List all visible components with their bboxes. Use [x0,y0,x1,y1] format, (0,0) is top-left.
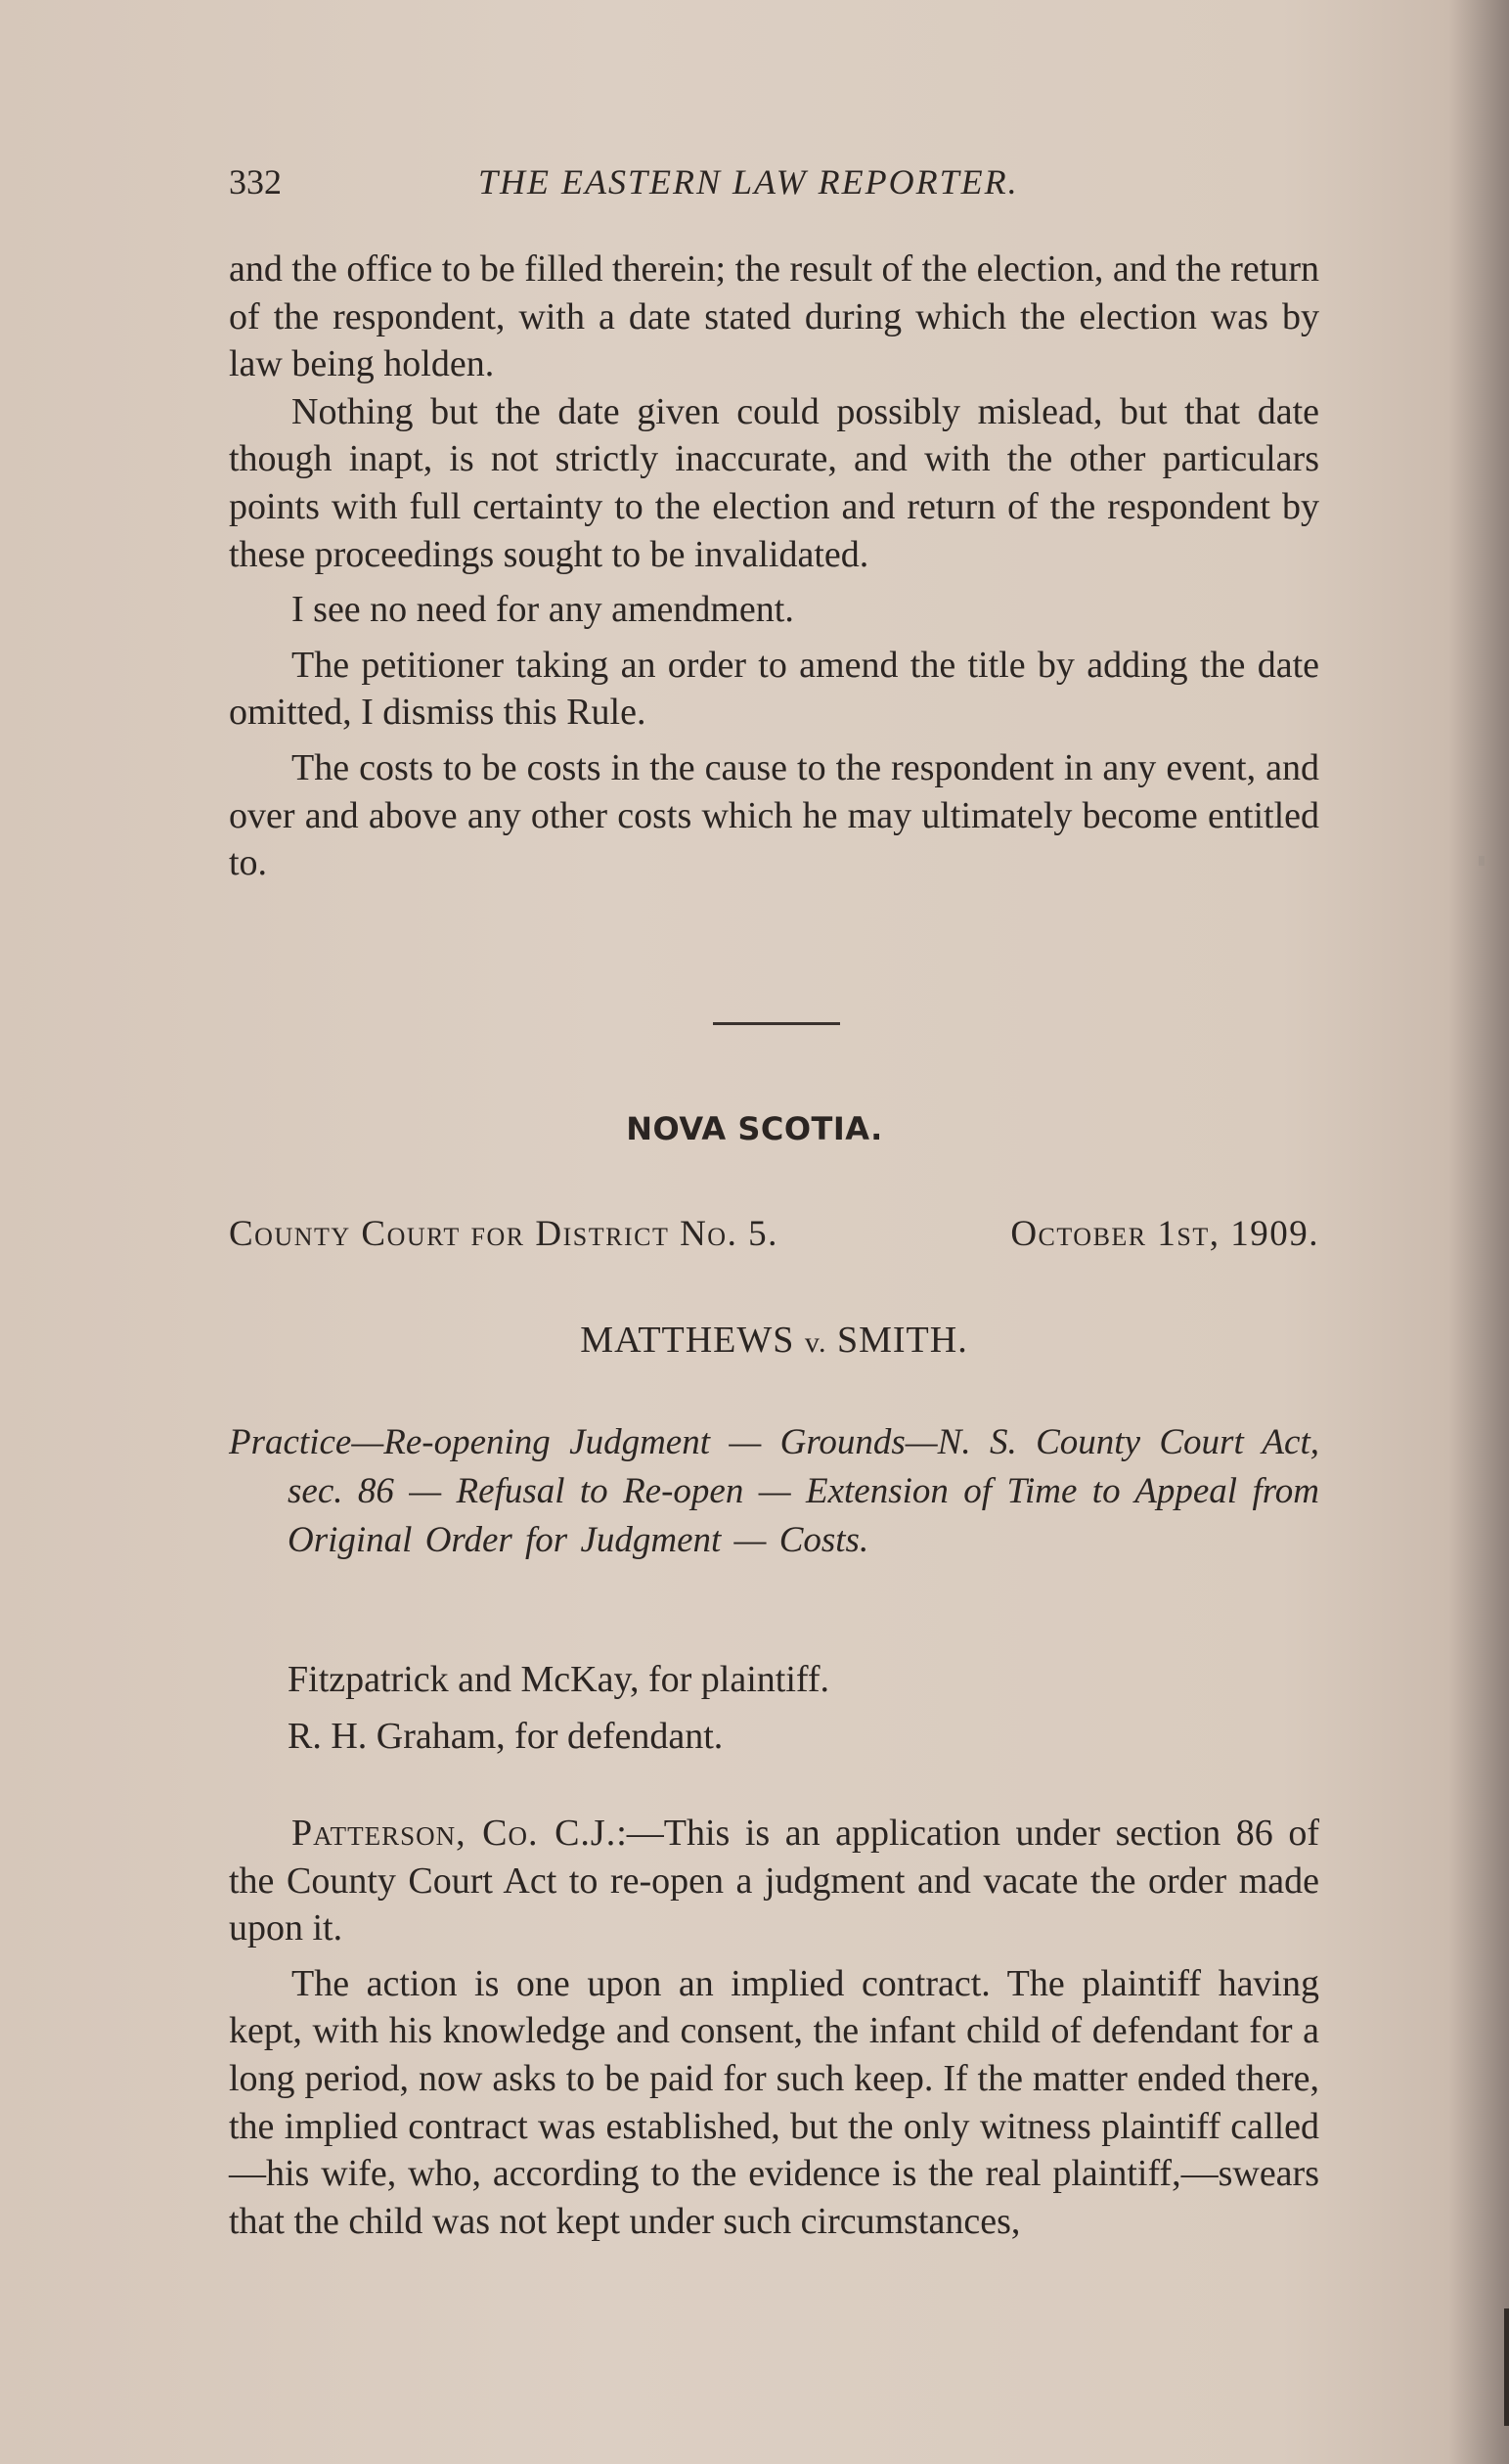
page-header [229,161,1319,210]
versus: v. [804,1326,827,1359]
counsel-defendant: R. H. Graham, for defendant. [288,1716,724,1757]
judgment-opening-text: :—This is an application under section 86 of the County Court Act to re-open a judgment and vacate the order made upon it. [229,1813,1320,1949]
paper-speck [1479,856,1485,866]
running-title: THE EASTERN LAW REPORTER. [478,162,1019,202]
page-edge-shadow [1504,2308,1509,2426]
counsel-plaintiff: Fitzpatrick and McKay, for plaintiff. [288,1659,830,1700]
body-paragraph: Nothing but the date given could possibly mislead, but that date though inapt, is not strictly inaccurate, and with the other particulars points with full certainty to the election and return of the respondent by these proceedings sought to be invalidated. [229,390,1319,575]
body-paragraph: The costs to be costs in the cause to the respondent in any event, and over and above any other costs which he may ultimately become entitled to. [229,746,1319,884]
plaintiff-name: MATTHEWS [580,1320,795,1361]
judgment-text [229,1810,1319,2245]
case-title [0,1319,1509,1362]
body-paragraph: and the office to be filled therein; the result of the election, and the return of the respondent, with a date stated during which the election was by law being holden. [229,248,1319,385]
section-heading: NOVA SCOTIA. [626,1110,883,1147]
judgment-opening [229,1810,1319,1952]
judge-name: Patterson, Co. C.J. [291,1813,617,1854]
judgment-paragraph: The action is one upon an implied contract. The plaintiff having kept, with his knowledge and consent, the infant child of defendant for a long period, now asks to be paid for such keep. If the matter ended there, the implied contract was established, but the only witness plaintiff called—his wife, who, according to the evidence is the real plaintiff,—swears that the child was not kept under such circumstances, [229,1962,1319,2242]
court-name: County Court for District No. 5. [229,1214,778,1254]
decision-date: October 1st, 1909. [1010,1214,1319,1254]
section-divider [713,1022,840,1025]
body-paragraph: I see no need for any amendment. [291,589,794,631]
page-number: 332 [229,162,282,202]
continued-text [229,246,1319,887]
defendant-name: SMITH. [836,1320,968,1361]
headnote: Practice—Re-opening Judgment — Grounds—N. S. County Court Act, sec. 86 — Refusal to Re-open — Extension of Time to Appeal from Original Order for Judgment — Costs. [229,1422,1319,1560]
court-line [229,1213,1319,1255]
body-paragraph: The petitioner taking an order to amend the title by adding the date omitted, I dismiss this Rule. [229,644,1319,734]
